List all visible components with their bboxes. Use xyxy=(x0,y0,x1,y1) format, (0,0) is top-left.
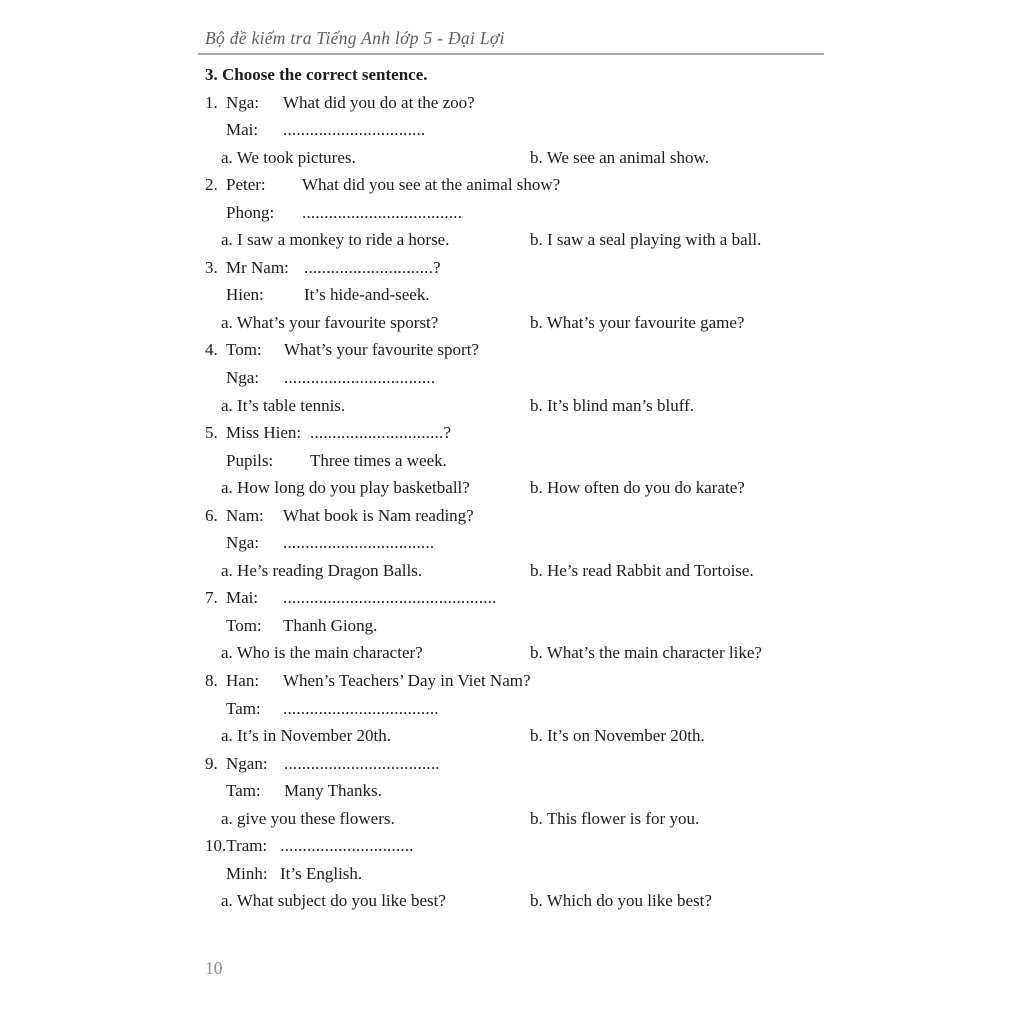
page-number: 10 xyxy=(205,958,223,978)
option-a: a. What’s your favourite sporst? xyxy=(221,312,439,332)
dotted-blank: .................................. xyxy=(283,533,435,553)
options-row xyxy=(205,392,845,420)
question-line xyxy=(205,832,845,860)
option-a: a. It’s table tennis. xyxy=(221,395,346,415)
option-a: a. We took pictures. xyxy=(221,147,356,167)
dialogue-text: What did you do at the zoo? xyxy=(283,92,475,112)
question-line xyxy=(205,419,845,447)
dotted-blank: ................................... xyxy=(283,698,439,718)
speaker-label: Ngan: xyxy=(226,753,268,773)
dialogue-text: Many Thanks. xyxy=(284,781,382,801)
speaker-label: Pupils: xyxy=(226,450,274,470)
options-row xyxy=(205,557,845,585)
question-line xyxy=(205,584,845,612)
question-line xyxy=(205,171,845,199)
option-b: b. This flower is for you. xyxy=(530,808,700,828)
item-number: 8. xyxy=(205,671,218,691)
exercise-item xyxy=(205,336,845,419)
options-row xyxy=(205,474,845,502)
speaker-label: Tom: xyxy=(226,615,262,635)
dotted-blank: .................................. xyxy=(284,368,436,388)
item-number: 6. xyxy=(205,505,218,525)
dialogue-text: Three times a week. xyxy=(310,450,447,470)
speaker-label: Han: xyxy=(226,671,260,691)
option-b: b. What’s the main character like? xyxy=(530,643,762,663)
options-row xyxy=(205,887,845,915)
answer-line xyxy=(205,281,845,309)
dialogue-text: What book is Nam reading? xyxy=(283,505,474,525)
options-row xyxy=(205,144,845,172)
answer-line xyxy=(205,364,845,392)
speaker-label: Miss Hien: xyxy=(226,423,302,443)
option-b: b. Which do you like best? xyxy=(530,891,712,911)
item-number: 9. xyxy=(205,753,218,773)
answer-line xyxy=(205,116,845,144)
option-a: a. I saw a monkey to ride a horse. xyxy=(221,230,450,250)
dotted-blank: ................................ xyxy=(283,120,426,140)
exercise-item xyxy=(205,419,845,502)
dotted-blank: .................................... xyxy=(302,202,463,222)
speaker-label: Peter: xyxy=(226,175,266,195)
options-row xyxy=(205,639,845,667)
speaker-label: Phong: xyxy=(226,202,275,222)
answer-line xyxy=(205,777,845,805)
speaker-label: Tram: xyxy=(226,836,268,856)
options-row xyxy=(205,226,845,254)
speaker-label: Tam: xyxy=(226,698,261,718)
dotted-blank: ................................................ xyxy=(283,588,497,608)
item-number: 2. xyxy=(205,175,218,195)
speaker-label: Nga: xyxy=(226,368,260,388)
option-a: a. What subject do you like best? xyxy=(221,891,446,911)
speaker-label: Nam: xyxy=(226,505,264,525)
option-a: a. He’s reading Dragon Balls. xyxy=(221,560,423,580)
item-number: 10. xyxy=(205,836,227,856)
exercise-item xyxy=(205,832,845,915)
answer-line xyxy=(205,447,845,475)
dotted-blank: .............................? xyxy=(304,257,441,277)
exercise-item xyxy=(205,89,845,172)
dotted-blank: ..............................? xyxy=(310,423,452,443)
option-a: a. How long do you play basketball? xyxy=(221,478,470,498)
option-b: b. It’s blind man’s bluff. xyxy=(530,395,695,415)
dialogue-text: It’s English. xyxy=(280,863,363,883)
running-header: Bộ đề kiểm tra Tiếng Anh lớp 5 - Đại Lợi xyxy=(205,28,505,48)
exercise-item xyxy=(205,667,845,750)
item-number: 4. xyxy=(205,340,218,360)
header-rule xyxy=(198,53,824,55)
question-line xyxy=(205,502,845,530)
speaker-label: Nga: xyxy=(226,92,260,112)
item-number: 5. xyxy=(205,423,218,443)
option-b: b. He’s read Rabbit and Tortoise. xyxy=(530,560,754,580)
dialogue-text: It’s hide-and-seek. xyxy=(304,285,430,305)
dialogue-text: What did you see at the animal show? xyxy=(302,175,561,195)
option-a: a. Who is the main character? xyxy=(221,643,423,663)
exercise-item xyxy=(205,171,845,254)
speaker-label: Tam: xyxy=(226,781,261,801)
answer-line xyxy=(205,860,845,888)
question-line xyxy=(205,667,845,695)
option-b: b. It’s on November 20th. xyxy=(530,726,705,746)
option-b: b. How often do you do karate? xyxy=(530,478,745,498)
options-row xyxy=(205,722,845,750)
dotted-blank: .............................. xyxy=(280,836,414,856)
dialogue-text: What’s your favourite sport? xyxy=(284,340,479,360)
speaker-label: Tom: xyxy=(226,340,262,360)
speaker-label: Mr Nam: xyxy=(226,257,289,277)
options-row xyxy=(205,805,845,833)
option-b: b. I saw a seal playing with a ball. xyxy=(530,230,762,250)
speaker-label: Nga: xyxy=(226,533,260,553)
item-number: 1. xyxy=(205,92,218,112)
dotted-blank: ................................... xyxy=(284,753,440,773)
option-b: b. We see an animal show. xyxy=(530,147,709,167)
question-line xyxy=(205,254,845,282)
answer-line xyxy=(205,612,845,640)
speaker-label: Mai: xyxy=(226,120,259,140)
speaker-label: Mai: xyxy=(226,588,259,608)
answer-line xyxy=(205,695,845,723)
item-number: 7. xyxy=(205,588,218,608)
dialogue-text: Thanh Giong. xyxy=(283,615,378,635)
exercise-item xyxy=(205,254,845,337)
exercise-item xyxy=(205,750,845,833)
answer-line xyxy=(205,199,845,227)
question-line xyxy=(205,89,845,117)
exercise-item xyxy=(205,584,845,667)
exercise-item xyxy=(205,502,845,585)
option-a: a. It’s in November 20th. xyxy=(221,726,391,746)
question-line xyxy=(205,336,845,364)
section-heading: 3. Choose the correct sentence. xyxy=(205,65,428,84)
exercise-content xyxy=(205,61,845,915)
dialogue-text: When’s Teachers’ Day in Viet Nam? xyxy=(283,671,531,691)
option-b: b. What’s your favourite game? xyxy=(530,312,745,332)
options-row xyxy=(205,309,845,337)
speaker-label: Minh: xyxy=(226,863,268,883)
item-number: 3. xyxy=(205,257,218,277)
answer-line xyxy=(205,529,845,557)
speaker-label: Hien: xyxy=(226,285,264,305)
question-line xyxy=(205,750,845,778)
option-a: a. give you these flowers. xyxy=(221,808,395,828)
